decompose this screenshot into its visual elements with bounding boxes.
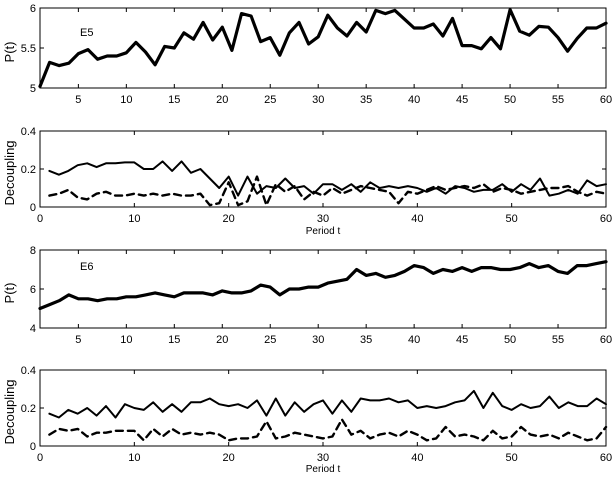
y-tick-label: 0.2: [20, 403, 36, 415]
y-tick-label: 6: [29, 3, 36, 15]
x-tick-label: 35: [360, 334, 373, 346]
y-tick-label: 8: [29, 245, 36, 257]
x-tick-label: 30: [312, 334, 325, 346]
x-tick-label: 55: [551, 334, 565, 346]
y-tick-label: 6: [29, 284, 36, 296]
x-tick-label: 30: [316, 452, 330, 464]
x-tick-label: 10: [120, 94, 133, 106]
y-tick-label: 4: [29, 323, 36, 335]
x-tick-label: 60: [599, 213, 613, 225]
x-tick-label: 20: [216, 334, 229, 346]
x-axis-label: Period t: [305, 226, 341, 237]
panel-annotation: E6: [80, 261, 94, 273]
x-tick-label: 35: [360, 94, 373, 106]
series-line-solid-thick: [40, 10, 606, 87]
series-line-solid-thick: [40, 262, 606, 309]
x-tick-label: 20: [222, 213, 235, 225]
x-tick-label: 50: [505, 452, 518, 464]
x-tick-label: 0: [36, 213, 44, 225]
x-tick-label: 10: [128, 452, 141, 464]
x-tick-label: 55: [551, 94, 565, 106]
y-tick-label: 0: [29, 441, 36, 453]
y-tick-label: 5: [29, 83, 36, 95]
x-tick-label: 15: [168, 334, 181, 346]
y-axis-label: P(t): [2, 282, 17, 304]
x-axis-label: Period t: [305, 464, 341, 475]
x-tick-label: 50: [505, 213, 518, 225]
y-tick-label: 0.4: [20, 365, 36, 377]
x-tick-label: 40: [411, 452, 424, 464]
x-tick-label: 20: [216, 94, 229, 106]
chart-panel-3: [2, 245, 612, 346]
x-tick-label: 0: [36, 452, 44, 464]
x-tick-label: 25: [264, 94, 277, 106]
plot-frame: [40, 8, 606, 88]
x-tick-label: 40: [411, 213, 424, 225]
x-tick-label: 60: [599, 94, 613, 106]
x-tick-label: 40: [408, 334, 421, 346]
plot-frame: [40, 250, 606, 328]
x-tick-label: 15: [168, 94, 181, 106]
panel-annotation: E5: [80, 27, 94, 39]
series-line-dashed: [49, 177, 606, 206]
x-tick-label: 10: [120, 334, 133, 346]
x-tick-label: 45: [455, 94, 469, 106]
chart-panel-1: [2, 3, 612, 106]
y-axis-label: Decoupling: [2, 379, 17, 445]
y-tick-label: 0.4: [20, 126, 36, 138]
x-tick-label: 5: [75, 334, 82, 346]
x-tick-label: 45: [455, 334, 469, 346]
x-tick-label: 50: [503, 334, 517, 346]
chart-panel-2: [2, 126, 612, 237]
chart-panel-4: [2, 365, 612, 475]
y-tick-label: 0.2: [20, 164, 36, 176]
series-line-dashed: [49, 419, 606, 440]
x-tick-label: 50: [503, 94, 517, 106]
x-tick-label: 30: [312, 94, 325, 106]
x-tick-label: 60: [599, 334, 613, 346]
y-tick-label: 0: [29, 202, 36, 214]
x-tick-label: 25: [264, 334, 277, 346]
x-tick-label: 5: [75, 94, 82, 106]
plot-frame: [40, 131, 606, 207]
series-line-solid: [49, 391, 606, 418]
x-tick-label: 10: [128, 213, 141, 225]
y-tick-label: 5.5: [20, 43, 36, 55]
y-axis-label: P(t): [2, 41, 17, 63]
x-tick-label: 40: [408, 94, 421, 106]
y-axis-label: Decoupling: [2, 140, 17, 206]
x-tick-label: 60: [599, 452, 613, 464]
x-tick-label: 20: [222, 452, 235, 464]
plot-frame: [40, 370, 606, 446]
x-tick-label: 30: [316, 213, 330, 225]
